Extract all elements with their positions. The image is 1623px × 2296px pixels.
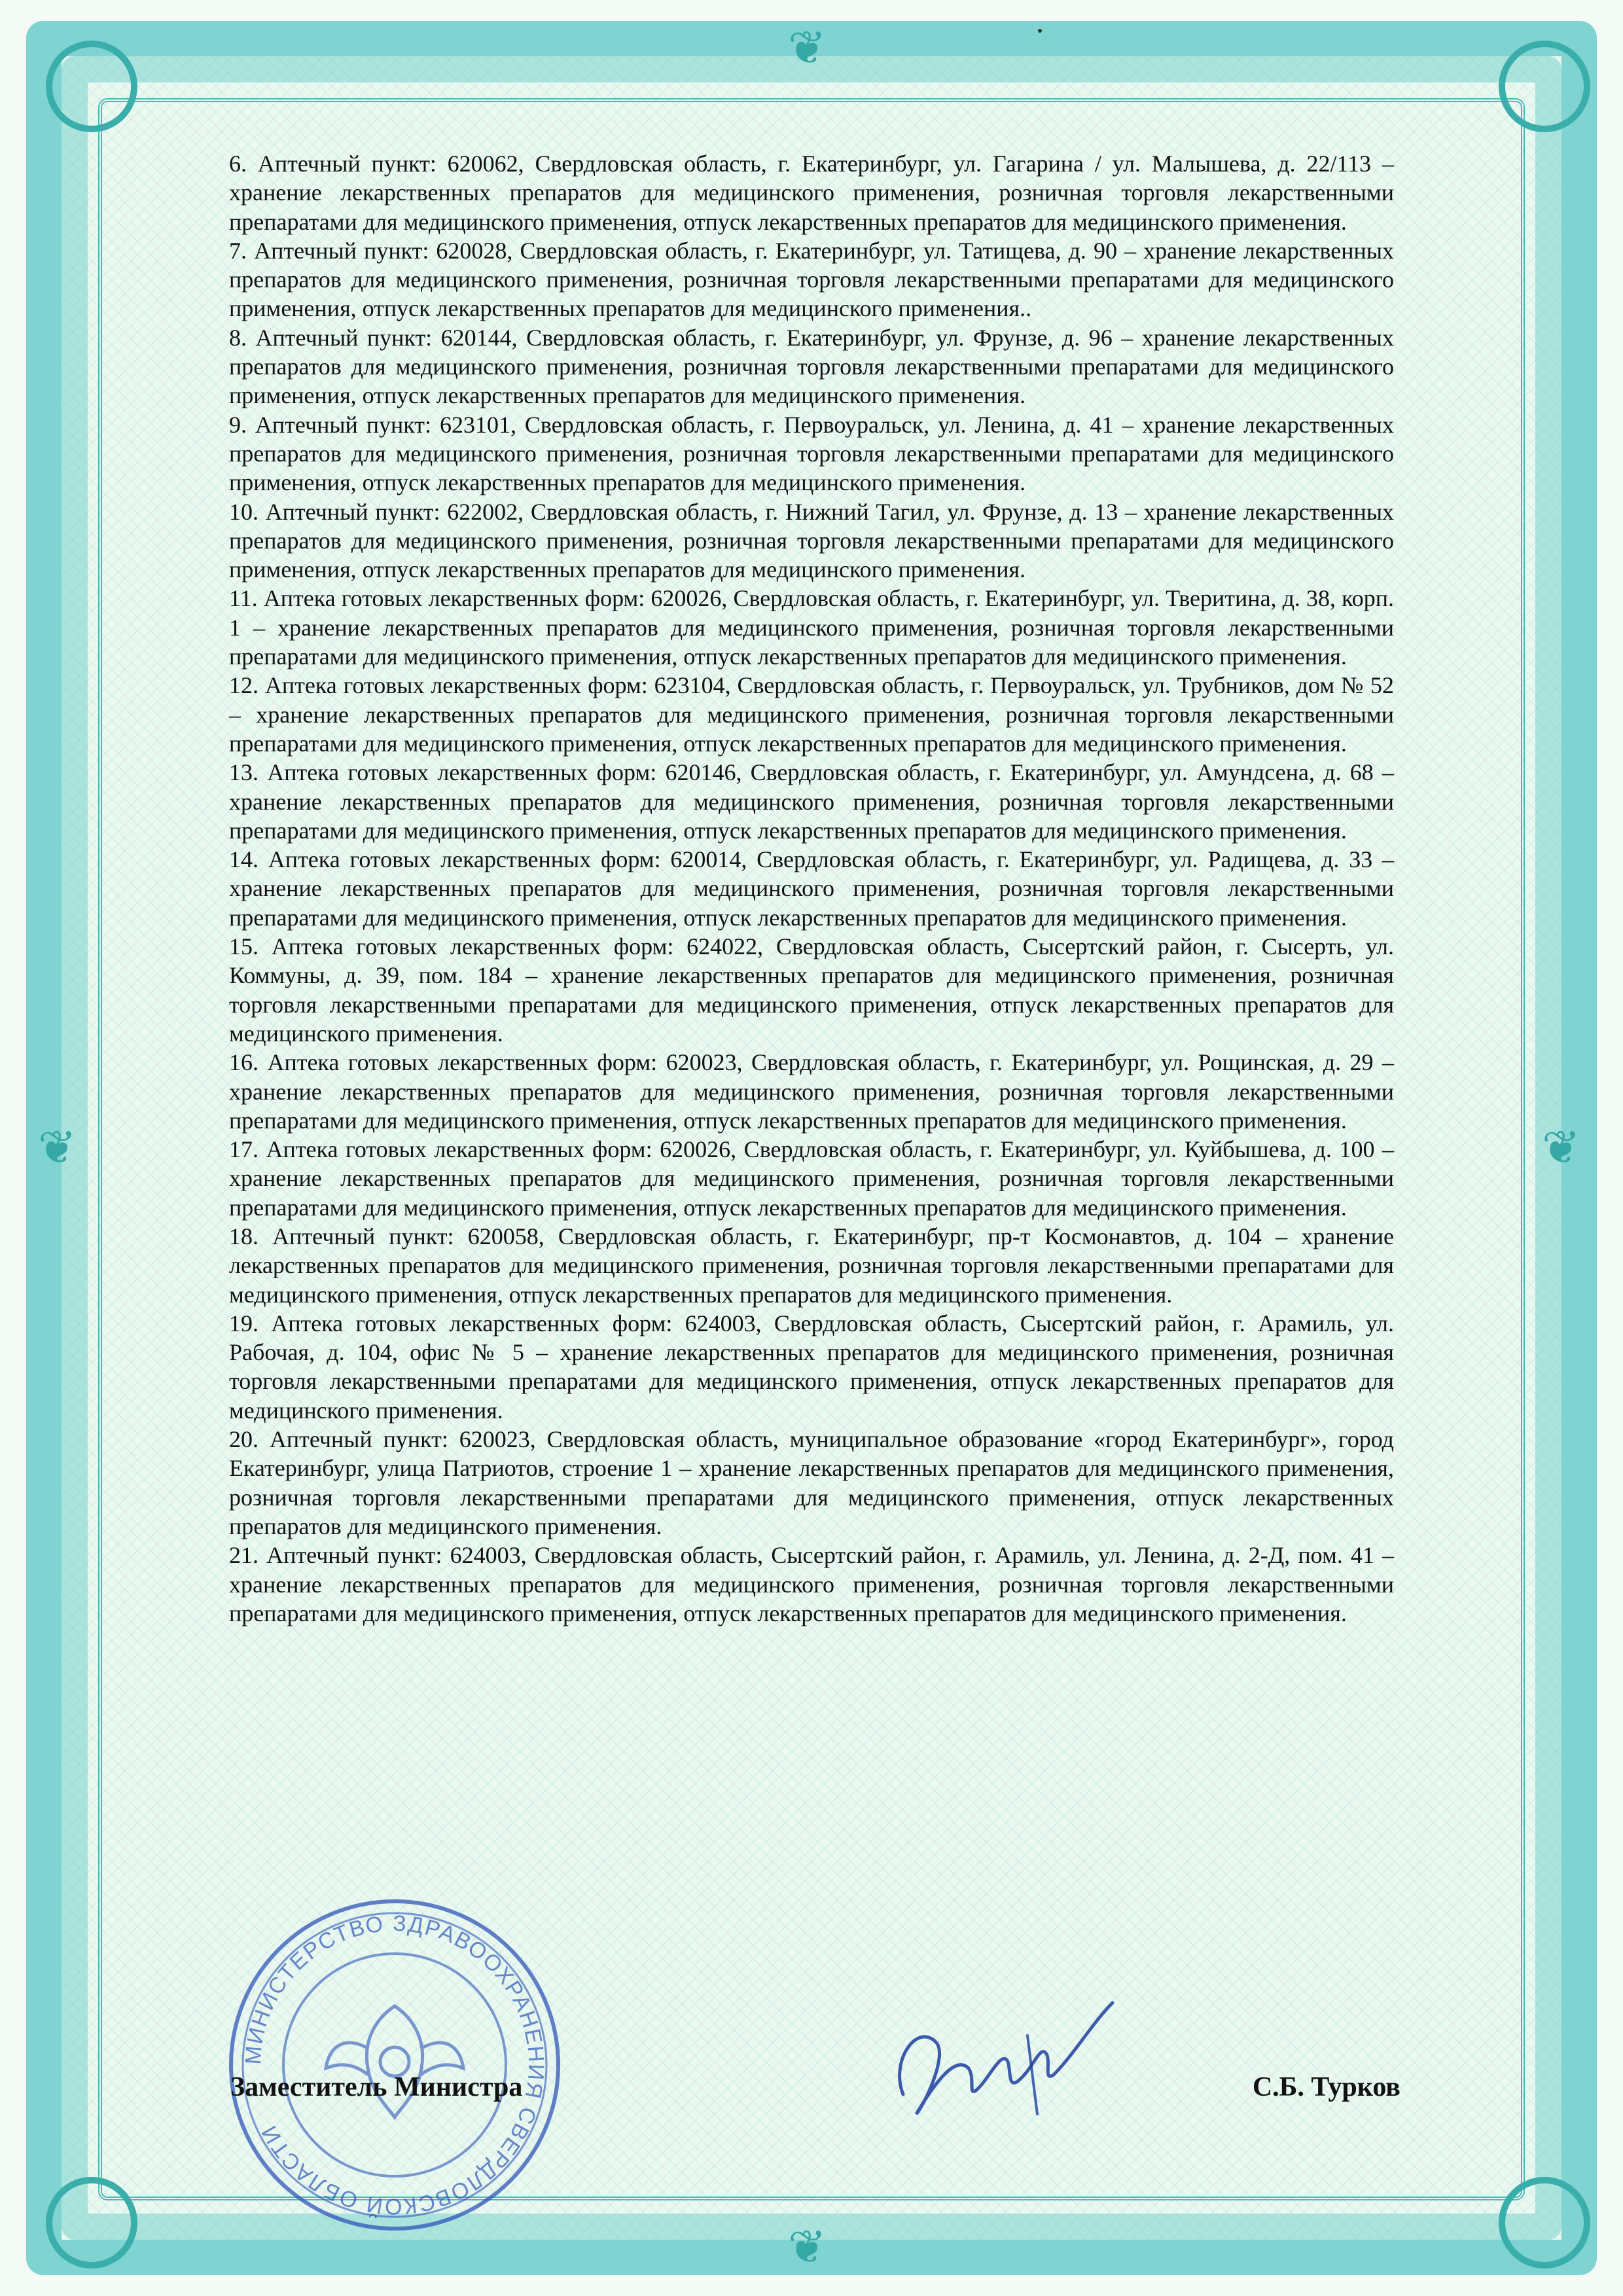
fleur-ornament-icon: ❦ [788, 2223, 827, 2273]
list-item: 19. Аптека готовых лекарственных форм: 624003, Свердловская область, Сысертский район, г. Арамиль, ул. Рабочая, д. 104, офис № 5 – хранение лекарственных препаратов для медицинского применения, розничная торговля лекарственными препаратами для медицинского применения, отпуск лекарственных препаратов для медицинского применения. [229, 1310, 1394, 1424]
official-stamp [221, 1892, 568, 2238]
signature-icon [877, 1983, 1139, 2127]
corner-ornament-icon [46, 41, 137, 132]
document-body [229, 149, 1394, 1628]
list-item: 12. Аптека готовых лекарственных форм: 623104, Свердловская область, г. Первоуральск, ул. Трубников, дом № 52 – хранение лекарственных препаратов для медицинского применения, розничная торговля лекарственными препаратами для медицинского применения, отпуск лекарственных препаратов для медицинского применения. [229, 672, 1394, 757]
corner-ornament-icon [1499, 2177, 1590, 2269]
list-item: 17. Аптека готовых лекарственных форм: 620026, Свердловская область, г. Екатеринбург, ул. Куйбышева, д. 100 – хранение лекарственных препаратов для медицинского применения, розничная торговля лекарственными препаратами для медицинского применения, отпуск лекарственных препаратов для медицинского применения. [229, 1136, 1394, 1221]
stamp-text: МИНИСТЕРСТВО ЗДРАВООХРАНЕНИЯ СВЕРДЛОВСКОЙ ОБЛАСТИ [240, 1910, 549, 2219]
list-item: 11. Аптека готовых лекарственных форм: 620026, Свердловская область, г. Екатеринбург, ул. Тверитина, д. 38, корп. 1 – хранение лекарственных препаратов для медицинского применения, розничная торговля лекарственными препаратами для медицинского применения, отпуск лекарственных препаратов для медицинского применения. [229, 585, 1394, 670]
list-item: 10. Аптечный пункт: 622002, Свердловская область, г. Нижний Тагил, ул. Фрунзе, д. 13 – хранение лекарственных препаратов для медицинского применения, розничная торговля лекарственными препаратами для медицинского применения, отпуск лекарственных препаратов для медицинского применения. [229, 498, 1394, 583]
list-item: 21. Аптечный пункт: 624003, Свердловская область, Сысертский район, г. Арамиль, ул. Ленина, д. 2-Д, пом. 41 – хранение лекарственных препаратов для медицинского применения, розничная торговля лекарственными препаратами для медицинского применения, отпуск лекарственных препаратов для медицинского применения. [229, 1542, 1394, 1626]
corner-ornament-icon [46, 2177, 137, 2269]
fleur-ornament-icon: ❦ [38, 1123, 77, 1174]
list-item: 6. Аптечный пункт: 620062, Свердловская область, г. Екатеринбург, ул. Гагарина / ул. Малышева, д. 22/113 – хранение лекарственных препаратов для медицинского применения, розничная торговля лекарственными препаратами для медицинского применения, отпуск лекарственных препаратов для медицинского применения. [229, 151, 1394, 235]
scan-dot [1038, 29, 1042, 33]
list-item: 14. Аптека готовых лекарственных форм: 620014, Свердловская область, г. Екатеринбург, ул. Радищева, д. 33 – хранение лекарственных препаратов для медицинского применения, розничная торговля лекарственными препаратами для медицинского применения, отпуск лекарственных препаратов для медицинского применения. [229, 846, 1394, 931]
list-item: 13. Аптека готовых лекарственных форм: 620146, Свердловская область, г. Екатеринбург, ул. Амундсена, д. 68 – хранение лекарственных препаратов для медицинского применения, розничная торговля лекарственными препаратами для медицинского применения, отпуск лекарственных препаратов для медицинского применения. [229, 759, 1394, 844]
list-item: 15. Аптека готовых лекарственных форм: 624022, Свердловская область, Сысертский район, г. Сысерть, ул. Коммуны, д. 39, пом. 184 – хранение лекарственных препаратов для медицинского применения, розничная торговля лекарственными препаратами для медицинского применения, отпуск лекарственных препаратов для медицинского применения. [229, 933, 1394, 1047]
corner-ornament-icon [1499, 41, 1590, 132]
list-item: 9. Аптечный пункт: 623101, Свердловская область, г. Первоуральск, ул. Ленина, д. 41 – хранение лекарственных препаратов для медицинского применения, розничная торговля лекарственными препаратами для медицинского применения, отпуск лекарственных препаратов для медицинского применения. [229, 411, 1394, 496]
signatory-name: С.Б. Турков [1252, 2072, 1400, 2102]
list-item: 16. Аптека готовых лекарственных форм: 620023, Свердловская область, г. Екатеринбург, ул. Рощинская, д. 29 – хранение лекарственных препаратов для медицинского применения, розничная торговля лекарственными препаратами для медицинского применения, отпуск лекарственных препаратов для медицинского применения. [229, 1049, 1394, 1134]
signatory-position: Заместитель Министра [230, 2072, 523, 2102]
list-item: 8. Аптечный пункт: 620144, Свердловская область, г. Екатеринбург, ул. Фрунзе, д. 96 – хранение лекарственных препаратов для медицинского применения, розничная торговля лекарственными препаратами для медицинского применения, отпуск лекарственных препаратов для медицинского применения. [229, 324, 1394, 409]
list-item: 20. Аптечный пункт: 620023, Свердловская область, муниципальное образование «город Екатеринбург», город Екатеринбург, улица Патриотов, строение 1 – хранение лекарственных препаратов для медицинского применения, розничная торговля лекарственными препаратами для медицинского применения, отпуск лекарственных препаратов для медицинского применения. [229, 1426, 1394, 1539]
fleur-ornament-icon: ❦ [788, 24, 827, 74]
list-item: 7. Аптечный пункт: 620028, Свердловская область, г. Екатеринбург, ул. Татищева, д. 90 – хранение лекарственных препаратов для медицинского применения, розничная торговля лекарственными препаратами для медицинского применения, отпуск лекарственных препаратов для медицинского применения.. [229, 237, 1394, 322]
list-item: 18. Аптечный пункт: 620058, Свердловская область, г. Екатеринбург, пр-т Космонавтов, д. 104 – хранение лекарственных препаратов для медицинского применения, розничная торговля лекарственными препаратами для медицинского применения, отпуск лекарственных препаратов для медицинского применения. [229, 1223, 1394, 1308]
fleur-ornament-icon: ❦ [1542, 1123, 1580, 1174]
